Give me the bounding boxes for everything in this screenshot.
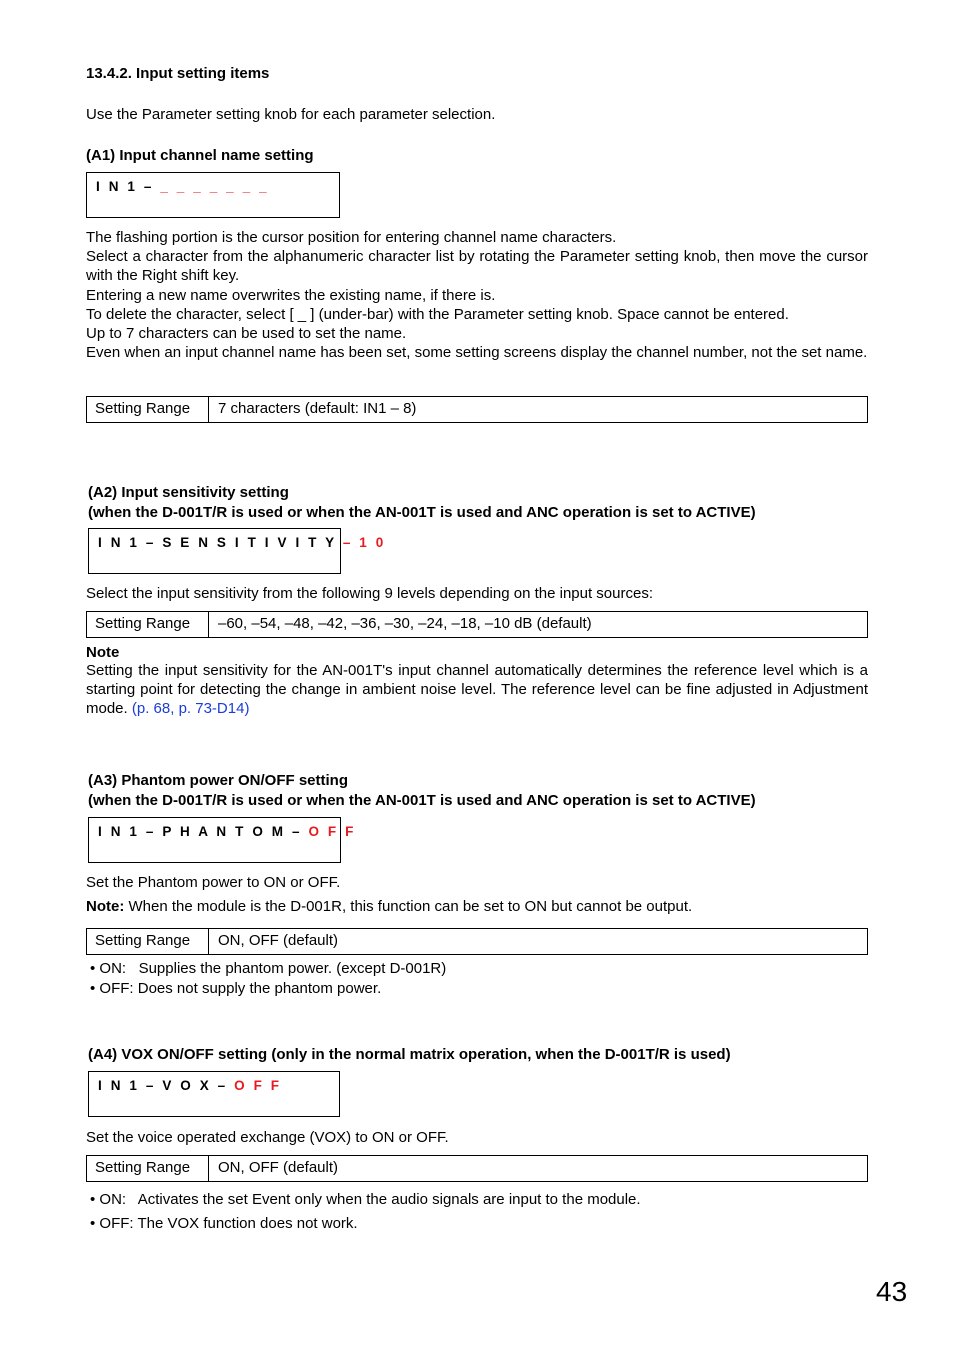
a4-heading: (A4) VOX ON/OFF setting (only in the normal matrix operation, when the D-001T/R is used) [88,1046,731,1063]
a4-range-value: ON, OFF (default) [218,1159,339,1176]
a3-lcd-highlight: O F F [308,824,356,839]
a3-note-text: When the module is the D-001R, this function can be set to ON but cannot be output. [128,898,693,915]
a2-note-label: Note [86,644,120,661]
a4-setting-range-table [86,1155,868,1182]
a1-range-value: 7 characters (default: IN1 – 8) [218,400,417,417]
a1-body-line: To delete the character, select [ _ ] (under-bar) with the Parameter setting knob. Space cannot be entered. [86,305,789,323]
a2-body: Select the input sensitivity from the following 9 levels depending on the input sources: [86,585,653,602]
a1-body-line: Up to 7 characters can be used to set the name. [86,325,407,343]
a3-heading: (A3) Phantom power ON/OFF setting [88,772,349,789]
a2-subheading: (when the D-001T/R is used or when the AN-001T is used and ANC operation is set to ACTIVE) [88,504,756,521]
a3-range-value: ON, OFF (default) [218,932,339,949]
a4-lcd-highlight: O F F [234,1078,282,1093]
a2-note-body: Setting the input sensitivity for the AN-001T's input channel automatically determines the reference level which is a starting point for detecting the change in ambient noise level. The reference level can be fine adjusted in Adjustment mode. [86,662,868,718]
a1-body-line: The flashing portion is the cursor position for entering channel name characters. [86,229,617,246]
a3-bullet-off: • OFF: Does not supply the phantom power. [90,980,382,997]
a3-note-label: Note: [86,898,125,915]
a4-bullet-off: • OFF: The VOX function does not work. [90,1215,358,1232]
a2-note-text [86,661,868,719]
a1-body-line: Even when an input channel name has been set, some setting screens display the channel number, not the set name. [86,344,868,362]
a2-lcd-highlight: – 1 0 [342,535,386,550]
a3-body: Set the Phantom power to ON or OFF. [86,874,341,891]
a3-note [86,897,868,916]
a2-heading: (A2) Input sensitivity setting [88,484,289,501]
a1-setting-range-table [86,396,868,423]
a1-body-line: Select a character from the alphanumeric character list by rotating the Parameter setting knob, then move the cursor with the Right shift key. [86,248,868,285]
a1-range-label: Setting Range [87,397,209,422]
a1-lcd-highlight: _ _ _ _ _ _ _ [160,179,270,194]
section-title: 13.4.2. Input setting items [86,65,270,82]
a3-setting-range-table [86,928,868,955]
a3-lcd-display [88,817,356,863]
a3-bullet-on: • ON: Supplies the phantom power. (except D-001R) [90,960,447,977]
a1-body [86,228,868,362]
a2-lcd-display [88,528,386,574]
a2-setting-range-table [86,611,868,638]
a2-range-label: Setting Range [87,612,209,637]
a4-body: Set the voice operated exchange (VOX) to ON or OFF. [86,1129,449,1146]
a1-heading: (A1) Input channel name setting [86,147,314,164]
a4-range-label: Setting Range [87,1156,209,1181]
a2-range-value: –60, –54, –48, –42, –36, –30, –24, –18, –10 dB (default) [218,615,592,632]
a3-lcd-static: I N 1 – P H A N T O M – [98,824,303,839]
a2-lcd-static: I N 1 – S E N S I T I V I T Y [98,535,337,550]
a4-lcd-static: I N 1 – V O X – [98,1078,228,1093]
a1-body-line: Entering a new name overwrites the existing name, if there is. [86,286,496,304]
a3-range-label: Setting Range [87,929,209,954]
a3-subheading: (when the D-001T/R is used or when the AN-001T is used and ANC operation is set to ACTIVE) [88,792,756,809]
a4-bullet-on: • ON: Activates the set Event only when the audio signals are input to the module. [90,1191,641,1208]
a2-note-link[interactable]: (p. 68, p. 73-D14) [131,700,250,718]
a1-lcd-static: I N 1 – [96,179,154,194]
a4-lcd-display [88,1071,340,1117]
page-number: 43 [876,1276,908,1307]
intro-text: Use the Parameter setting knob for each parameter selection. [86,106,496,123]
a1-lcd-display [86,172,340,218]
